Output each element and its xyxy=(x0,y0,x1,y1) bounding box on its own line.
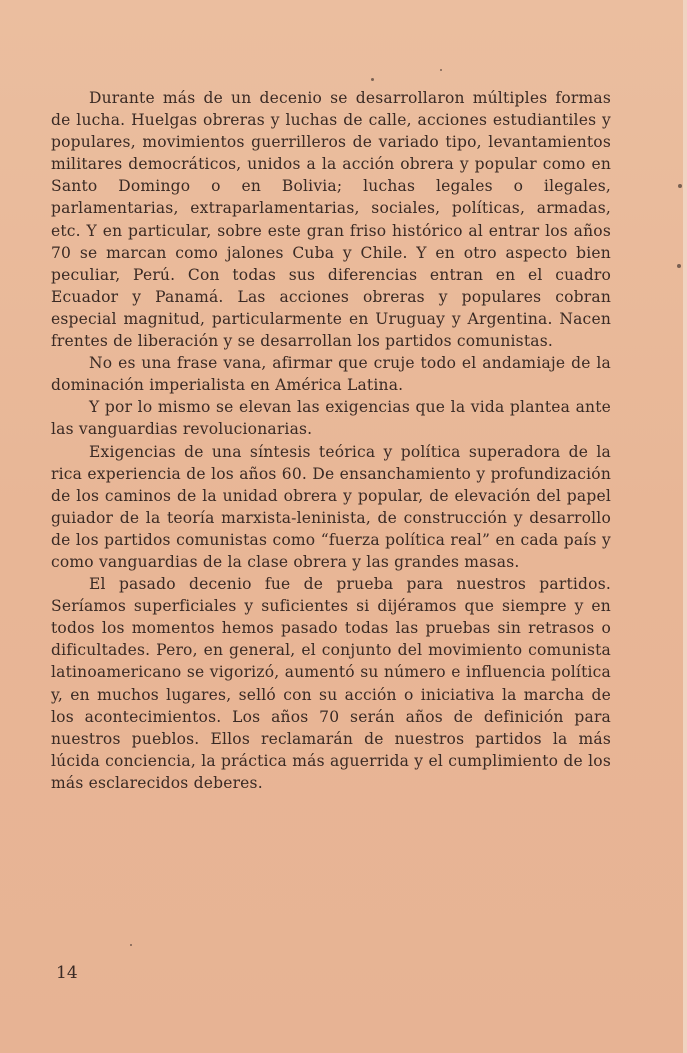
paragraph-5: El pasado decenio fue de prueba para nuestros partidos. Seríamos superficiales y suficientes si dijéramos que siempre y en todos los momentos hemos pasado todas las pruebas sin retrasos o dificultades. Pero, en general, el conjunto del movimiento comunista latinoamericano se vigorizó, aumentó su número e influencia política y, en muchos lugares, selló con su acción o iniciativa la marcha de los acontecimientos. Los años 70 serán años de definición para nuestros pueblos. Ellos reclamarán de nuestros partidos la más lúcida conciencia, la práctica más aguerrida y el cumplimiento de los más esclarecidos deberes. xyxy=(51,575,611,792)
paragraph-2: No es una frase vana, afirmar que cruje todo el andamiaje de la dominación imperialista en América Latina. xyxy=(51,354,611,395)
paragraph-4: Exigencias de una síntesis teórica y política superadora de la rica experiencia de los años 60. De ensanchamiento y profundización de los caminos de la unidad obrera y popular, de elevación del papel guiador de la teoría marxista-leninista, de construcción y desarrollo de los partidos comunistas como “fuerza política real” en cada país y como vanguardias de la clase obrera y las grandes masas. xyxy=(51,442,611,571)
page-number: 14 xyxy=(56,963,78,983)
paragraph-1: Durante más de un decenio se desarrollaron múltiples formas de lucha. Huelgas obreras y luchas de calle, acciones estudiantiles y populares, movimientos guerrilleros de variado tipo, levantamientos militares democráticos, unidos a la acción obrera y popular como en Santo Domingo o en Bolivia; luchas legales o ilegales, parlamentarias, extraparlamentarias, sociales, políticas, armadas, etc. Y en particular, sobre este gran friso histórico al entrar los años 70 se marcan como jalones Cuba y Chile. Y en otro aspecto bien peculiar, Perú. Con todas sus diferencias entran en el cuadro Ecuador y Panamá. Las acciones obreras y populares cobran especial magnitud, particularmente en Uruguay y Argentina. Nacen frentes de liberación y se desarrollan los partidos comunistas. xyxy=(51,89,611,351)
print-speck xyxy=(130,944,132,946)
paragraph-3: Y por lo mismo se elevan las exigencias que la vida plantea ante las vanguardias revolucionarias. xyxy=(51,398,611,439)
body-text xyxy=(51,87,611,794)
print-speck xyxy=(440,69,442,71)
print-speck xyxy=(371,78,374,81)
print-speck xyxy=(678,184,682,188)
page-edge xyxy=(683,0,687,1053)
print-speck xyxy=(677,264,681,268)
